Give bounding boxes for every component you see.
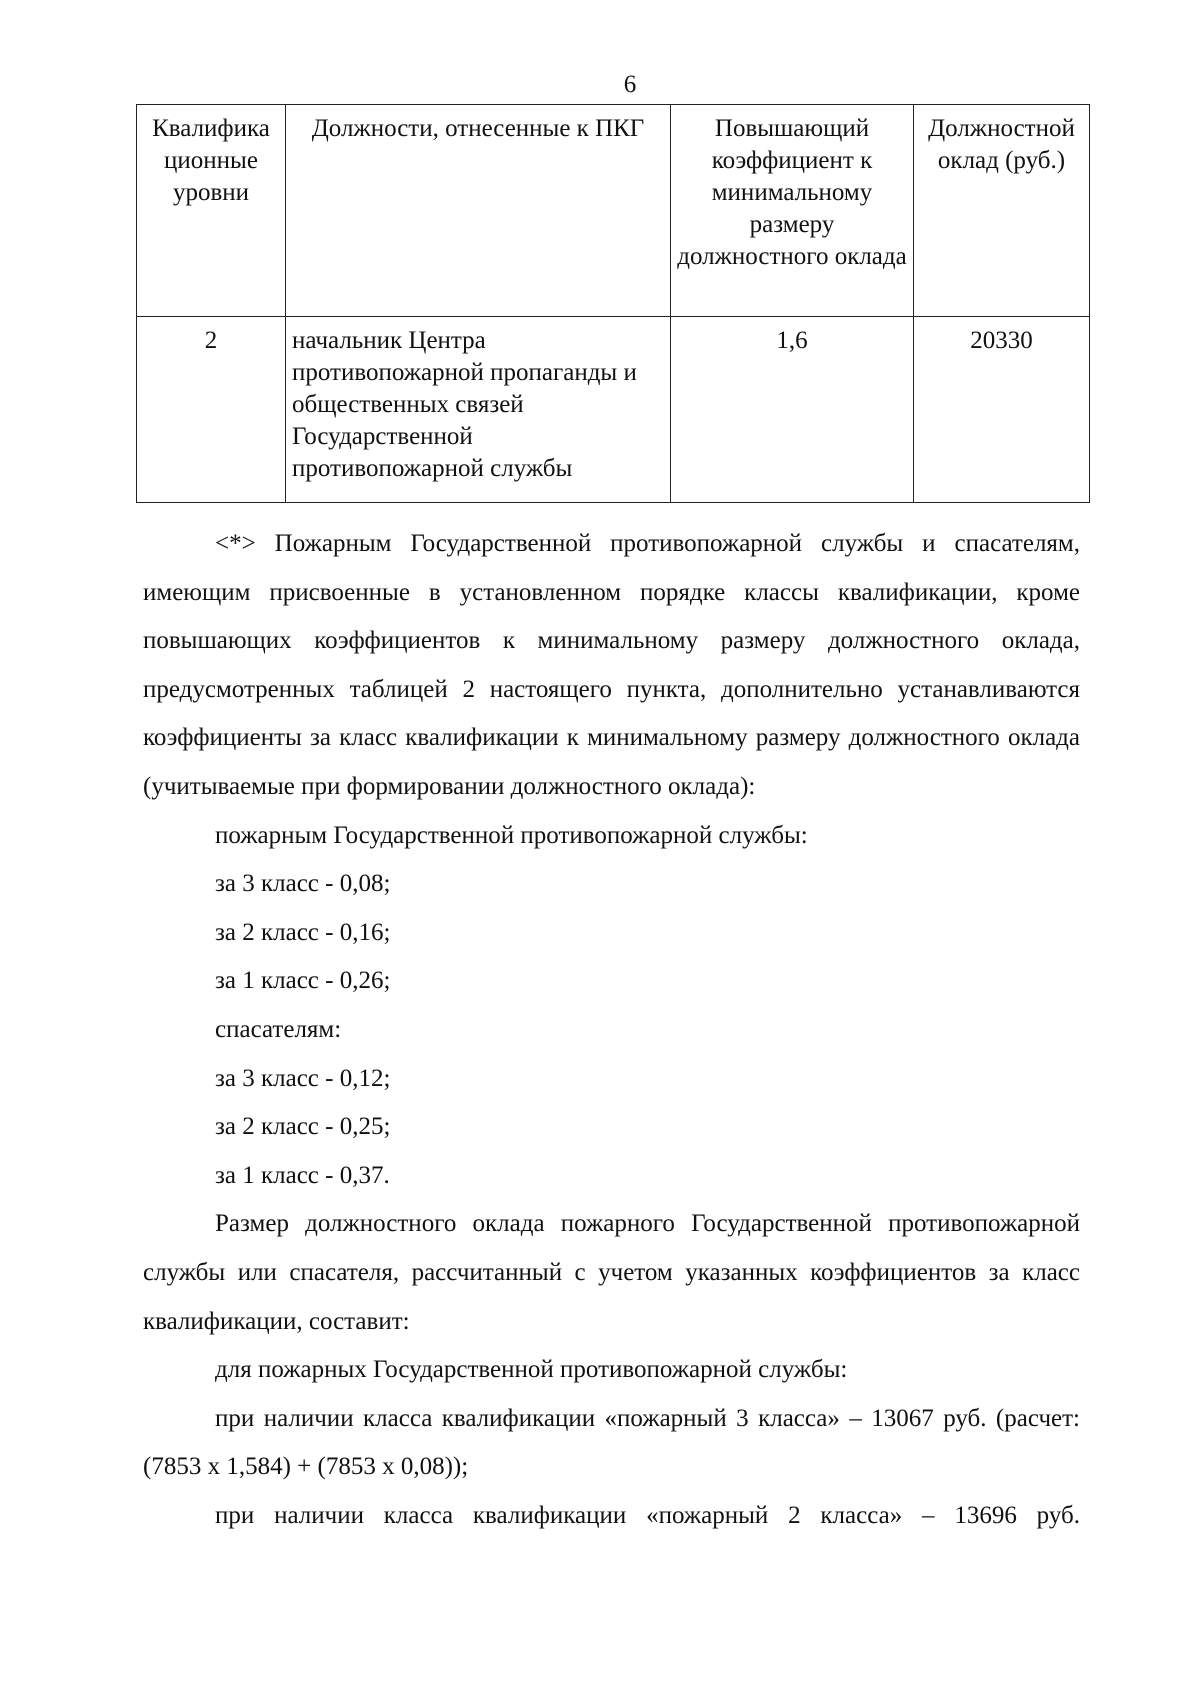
qualification-table [136,104,1090,503]
cell-salary: 20330 [914,317,1090,503]
list-item: за 3 класс - 0,12; [215,1064,391,1092]
rescuers-heading: спасателям: [215,1015,342,1043]
header-qualification-levels: Квалифика ционные уровни [137,105,286,317]
body-text [143,520,1080,1540]
page-number: 6 [623,71,637,98]
salary-paragraph: Размер должностного оклада пожарного Государственной противопожарной службы или спасателя, рассчитанный с учетом указанных коэффициентов за класс квалификации, составит: [143,1210,1080,1335]
header-salary: Должностной оклад (руб.) [914,105,1090,317]
list-item: за 1 класс - 0,37. [215,1161,390,1189]
table-row [137,317,1090,503]
firefighters-salary-heading: для пожарных Государственной противопожарной службы: [215,1356,848,1384]
footnote-paragraph: <*> Пожарным Государственной противопожарной службы и спасателям, имеющим присвоенные в установленном порядке классы квалификации, кроме повышающих коэффициентов к минимальному размеру должностного оклада, предусмотренных таблицей 2 настоящего пункта, дополнительно устанавливаются коэффициенты за класс квалификации к минимальному размеру должностного оклада (учитываемые при формировании должностного оклада): [143,530,1080,800]
list-item: за 2 класс - 0,16; [215,918,391,946]
header-positions: Должности, отнесенные к ПКГ [286,105,671,317]
table-header-row [137,105,1090,317]
cell-position: начальник Центра противопожарной пропаганды и общественных связей Государственной противопожарной службы [286,317,671,503]
firefighters-heading: пожарным Государственной противопожарной службы: [215,821,808,849]
class3-salary-paragraph: при наличии класса квалификации «пожарный 3 класса» – 13067 руб. (расчет: (7853 х 1,584) + (7853 х 0,08)); [143,1404,1080,1481]
cell-level: 2 [137,317,286,503]
header-coefficient: Повышающий коэффициент к минимальному размеру должностного оклада [671,105,914,317]
list-item: за 3 класс - 0,08; [215,870,391,898]
class2-salary-paragraph: при наличии класса квалификации «пожарный 2 класса» – 13696 руб. [215,1501,1080,1529]
list-item: за 1 класс - 0,26; [215,967,391,995]
list-item: за 2 класс - 0,25; [215,1113,391,1141]
cell-coefficient: 1,6 [671,317,914,503]
